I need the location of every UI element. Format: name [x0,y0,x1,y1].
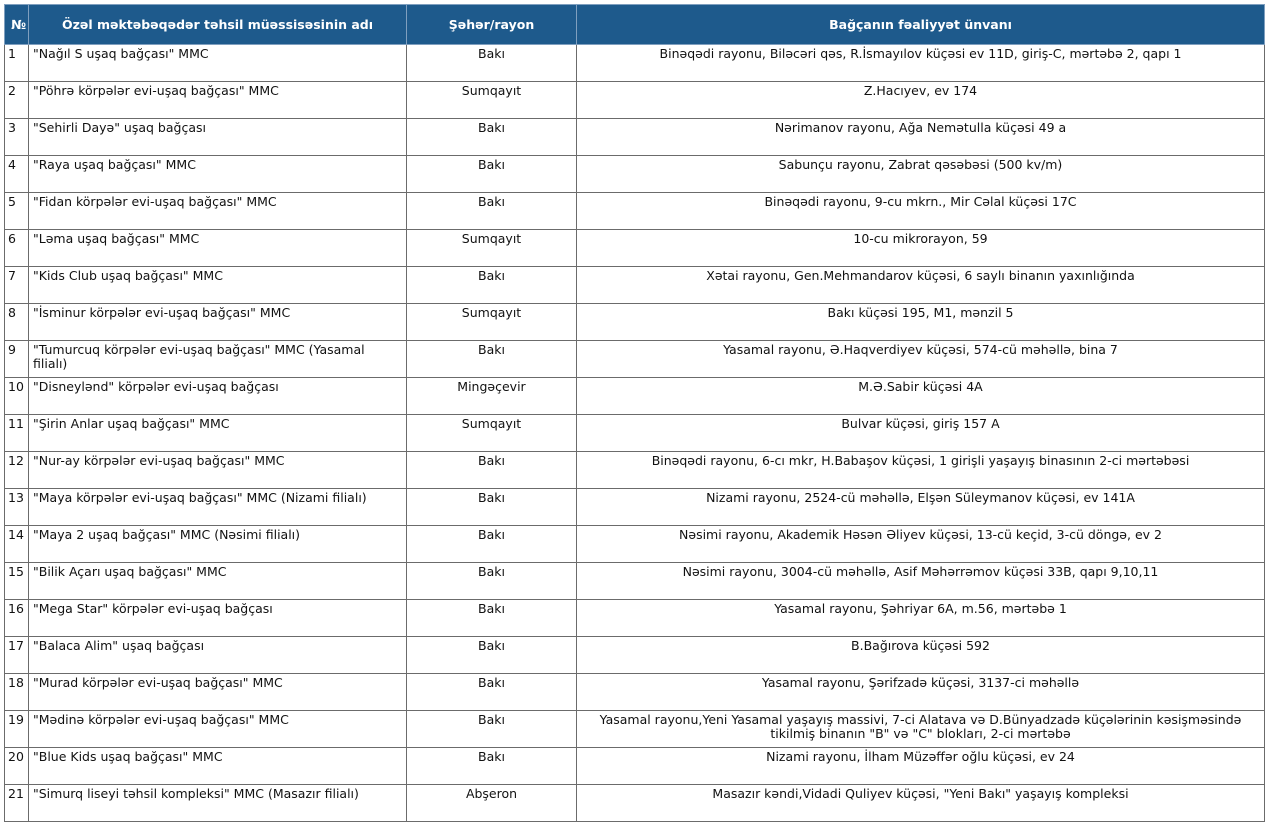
row-number-cell [5,378,29,415]
address: Xətai rayonu, Gen.Mehmandarov küçəsi, 6 saylı binanın yaxınlığında [706,268,1135,283]
institution-name-cell [29,489,407,526]
row-number: 14 [8,527,24,542]
address: Yasamal rayonu,Yeni Yasamal yaşayış massivi, 7-ci Alatava və D.Bünyadzadə küçələrinin kəsişməsində tikilmiş binanın "B" və "C" blokları, 2-ci mərtəbə [599,712,1242,741]
institution-name: "Fidan körpələr evi-uşaq bağçası" MMC [33,194,277,209]
city-name-cell [407,193,577,230]
address-cell [577,526,1265,563]
row-number-cell [5,82,29,119]
address-cell [577,748,1265,785]
address-cell [577,304,1265,341]
city-name: Bakı [478,490,505,505]
city-name: Bakı [478,675,505,690]
institution-name: "Mega Star" körpələr evi-uşaq bağçası [33,601,273,616]
address: Binəqədi rayonu, 6-cı mkr, H.Babaşov küçəsi, 1 girişli yaşayış binasının 2-ci mərtəbəsi [651,453,1190,468]
city-name: Bakı [478,527,505,542]
institution-name: "Nağıl S uşaq bağçası" MMC [33,46,209,61]
address: Yasamal rayonu, Ə.Haqverdiyev küçəsi, 574-cü məhəllə, bina 7 [723,342,1118,357]
row-number-cell [5,785,29,822]
row-number-cell [5,637,29,674]
city-name-cell [407,711,577,748]
row-number-cell [5,304,29,341]
city-name-cell [407,785,577,822]
institution-name-cell [29,378,407,415]
row-number: 1 [8,46,16,61]
table-row [5,526,1265,563]
table-row [5,748,1265,785]
institution-name: "Sehirli Dayə" uşaq bağçası [33,120,206,135]
institution-name: "Blue Kids uşaq bağçası" MMC [33,749,223,764]
city-name: Sumqayıt [461,83,522,98]
city-name: Mingəçevir [457,379,526,394]
address-cell [577,452,1265,489]
city-name: Bakı [478,638,505,653]
city-name: Bakı [478,564,505,579]
institution-name: "Balaca Alim" uşaq bağçası [33,638,205,653]
institution-name: "Kids Club uşaq bağçası" MMC [33,268,223,283]
address-cell [577,563,1265,600]
institution-name: "Mədinə körpələr evi-uşaq bağçası" MMC [33,712,289,727]
institution-name-cell [29,748,407,785]
address-cell [577,378,1265,415]
city-name: Bakı [478,453,505,468]
institution-name-cell [29,341,407,378]
row-number: 6 [8,231,16,246]
city-name-cell [407,563,577,600]
row-number: 15 [8,564,24,579]
city-name-cell [407,230,577,267]
institution-name-cell [29,415,407,452]
city-name: Sumqayıt [461,416,522,431]
table-row [5,452,1265,489]
institution-name-cell [29,267,407,304]
address: Bulvar küçəsi, giriş 157 A [841,416,1000,431]
row-number-cell [5,415,29,452]
institution-name: "Nur-ay körpələr evi-uşaq bağçası" MMC [33,453,285,468]
row-number-cell [5,267,29,304]
city-name: Bakı [478,194,505,209]
city-name: Bakı [478,712,505,727]
header-address: Bağçanın fəaliyyət ünvanı [577,5,1265,45]
city-name: Bakı [478,601,505,616]
city-name-cell [407,341,577,378]
address: Nərimanov rayonu, Ağa Nemətulla küçəsi 49 a [774,120,1067,135]
table-row [5,304,1265,341]
address: Sabunçu rayonu, Zabrat qəsəbəsi (500 kv/m) [778,157,1063,172]
row-number-cell [5,674,29,711]
row-number: 7 [8,268,16,283]
address: Z.Hacıyev, ev 174 [863,83,978,98]
row-number: 19 [8,712,24,727]
row-number-cell [5,600,29,637]
city-name-cell [407,674,577,711]
row-number: 11 [8,416,24,431]
institution-name: "Ləma uşaq bağçası" MMC [33,231,200,246]
address-cell [577,267,1265,304]
kindergarten-table [4,4,1265,822]
address: Yasamal rayonu, Şəhriyar 6A, m.56, mərtəbə 1 [774,601,1067,616]
institution-name-cell [29,82,407,119]
institution-name: "Maya körpələr evi-uşaq bağçası" MMC (Nizami filialı) [33,490,367,505]
row-number: 4 [8,157,16,172]
address-cell [577,119,1265,156]
address-cell [577,711,1265,748]
institution-name-cell [29,193,407,230]
city-name-cell [407,415,577,452]
institution-name-cell [29,711,407,748]
address: Nəsimi rayonu, 3004-cü məhəllə, Asif Məhərrəmov küçəsi 33B, qapı 9,10,11 [682,564,1159,579]
row-number-cell [5,119,29,156]
address-cell [577,415,1265,452]
table-row [5,267,1265,304]
institution-name: "İsminur körpələr evi-uşaq bağçası" MMC [33,305,291,320]
row-number: 21 [8,786,24,801]
address-cell [577,82,1265,119]
address: Nəsimi rayonu, Akademik Həsən Əliyev küçəsi, 13-cü keçid, 3-cü döngə, ev 2 [679,527,1162,542]
table-row [5,674,1265,711]
city-name-cell [407,267,577,304]
institution-name-cell [29,785,407,822]
address: Nizami rayonu, İlham Müzəffər oğlu küçəsi, ev 24 [766,749,1075,764]
institution-name-cell [29,563,407,600]
institution-name-cell [29,304,407,341]
row-number: 3 [8,120,16,135]
city-name-cell [407,489,577,526]
address-cell [577,341,1265,378]
city-name-cell [407,748,577,785]
row-number-cell [5,45,29,82]
row-number-cell [5,748,29,785]
address: B.Bağırova küçəsi 592 [851,638,990,653]
city-name: Sumqayıt [461,305,522,320]
institution-name-cell [29,637,407,674]
city-name-cell [407,119,577,156]
city-name: Bakı [478,749,505,764]
city-name: Bakı [478,120,505,135]
address-cell [577,674,1265,711]
institution-name: "Pöhrə körpələr evi-uşaq bağçası" MMC [33,83,279,98]
city-name-cell [407,526,577,563]
row-number: 18 [8,675,24,690]
address: Yasamal rayonu, Şərifzadə küçəsi, 3137-ci məhəllə [761,675,1080,690]
city-name-cell [407,156,577,193]
city-name-cell [407,637,577,674]
institution-name: "Bilik Açarı uşaq bağçası" MMC [33,564,227,579]
table-row [5,563,1265,600]
institution-name: "Murad körpələr evi-uşaq bağçası" MMC [33,675,283,690]
table-row [5,230,1265,267]
table-row [5,45,1265,82]
row-number: 20 [8,749,24,764]
institution-name-cell [29,452,407,489]
row-number-cell [5,452,29,489]
table-row [5,415,1265,452]
address: Nizami rayonu, 2524-cü məhəllə, Elşən Süleymanov küçəsi, ev 141A [706,490,1135,505]
city-name: Bakı [478,268,505,283]
city-name-cell [407,82,577,119]
table-row [5,600,1265,637]
city-name: Sumqayıt [461,231,522,246]
table-row [5,785,1265,822]
city-name-cell [407,452,577,489]
city-name: Bakı [478,46,505,61]
address-cell [577,156,1265,193]
row-number-cell [5,526,29,563]
address: Binəqədi rayonu, Biləcəri qəs, R.İsmayılov küçəsi ev 11D, giriş-C, mərtəbə 2, qapı 1 [659,46,1182,61]
institution-name-cell [29,119,407,156]
row-number-cell [5,156,29,193]
address: M.Ə.Sabir küçəsi 4A [858,379,983,394]
row-number: 8 [8,305,16,320]
institution-name: "Maya 2 uşaq bağçası" MMC (Nəsimi filialı) [33,527,301,542]
address: Masazır kəndi,Vidadi Quliyev küçəsi, "Yeni Bakı" yaşayış kompleksi [712,786,1129,801]
row-number: 5 [8,194,16,209]
table-row [5,193,1265,230]
address: Binəqədi rayonu, 9-cu mkrn., Mir Cəlal küçəsi 17C [764,194,1077,209]
row-number: 9 [8,342,16,357]
institution-name-cell [29,674,407,711]
table-row [5,378,1265,415]
institution-name-cell [29,156,407,193]
address-cell [577,45,1265,82]
institution-name-cell [29,45,407,82]
institution-name: "Raya uşaq bağçası" MMC [33,157,196,172]
address-cell [577,489,1265,526]
address: 10-cu mikrorayon, 59 [853,231,988,246]
row-number: 17 [8,638,24,653]
table-row [5,119,1265,156]
header-institution-name: Özəl məktəbəqədər təhsil müəssisəsinin adı [29,5,407,45]
address-cell [577,193,1265,230]
city-name-cell [407,45,577,82]
address-cell [577,637,1265,674]
institution-name-cell [29,230,407,267]
row-number-cell [5,563,29,600]
header-city: Şəhər/rayon [407,5,577,45]
row-number-cell [5,341,29,378]
table-row [5,711,1265,748]
institution-name-cell [29,526,407,563]
city-name: Bakı [478,157,505,172]
row-number-cell [5,193,29,230]
address-cell [577,230,1265,267]
row-number: 10 [8,379,24,394]
city-name-cell [407,304,577,341]
table-row [5,341,1265,378]
institution-name: "Şirin Anlar uşaq bağçası" MMC [33,416,230,431]
address-cell [577,600,1265,637]
table-body [5,45,1265,822]
institution-name-cell [29,600,407,637]
table-row [5,489,1265,526]
address: Bakı küçəsi 195, M1, mənzil 5 [827,305,1014,320]
table-row [5,82,1265,119]
row-number: 16 [8,601,24,616]
institution-name: "Simurq liseyi təhsil kompleksi" MMC (Masazır filialı) [33,786,359,801]
kindergarten-table-wrapper [4,4,1264,822]
row-number-cell [5,489,29,526]
table-row [5,637,1265,674]
row-number: 13 [8,490,24,505]
city-name: Bakı [478,342,505,357]
institution-name: "Tumurcuq körpələr evi-uşaq bağçası" MMC (Yasamal filialı) [33,342,365,371]
table-row [5,156,1265,193]
table-header-row [5,5,1265,45]
institution-name: "Disneylənd" körpələr evi-uşaq bağçası [33,379,279,394]
city-name-cell [407,600,577,637]
row-number-cell [5,711,29,748]
city-name-cell [407,378,577,415]
header-number: № [5,5,29,45]
row-number: 2 [8,83,16,98]
row-number-cell [5,230,29,267]
row-number: 12 [8,453,24,468]
city-name: Abşeron [465,786,518,801]
address-cell [577,785,1265,822]
